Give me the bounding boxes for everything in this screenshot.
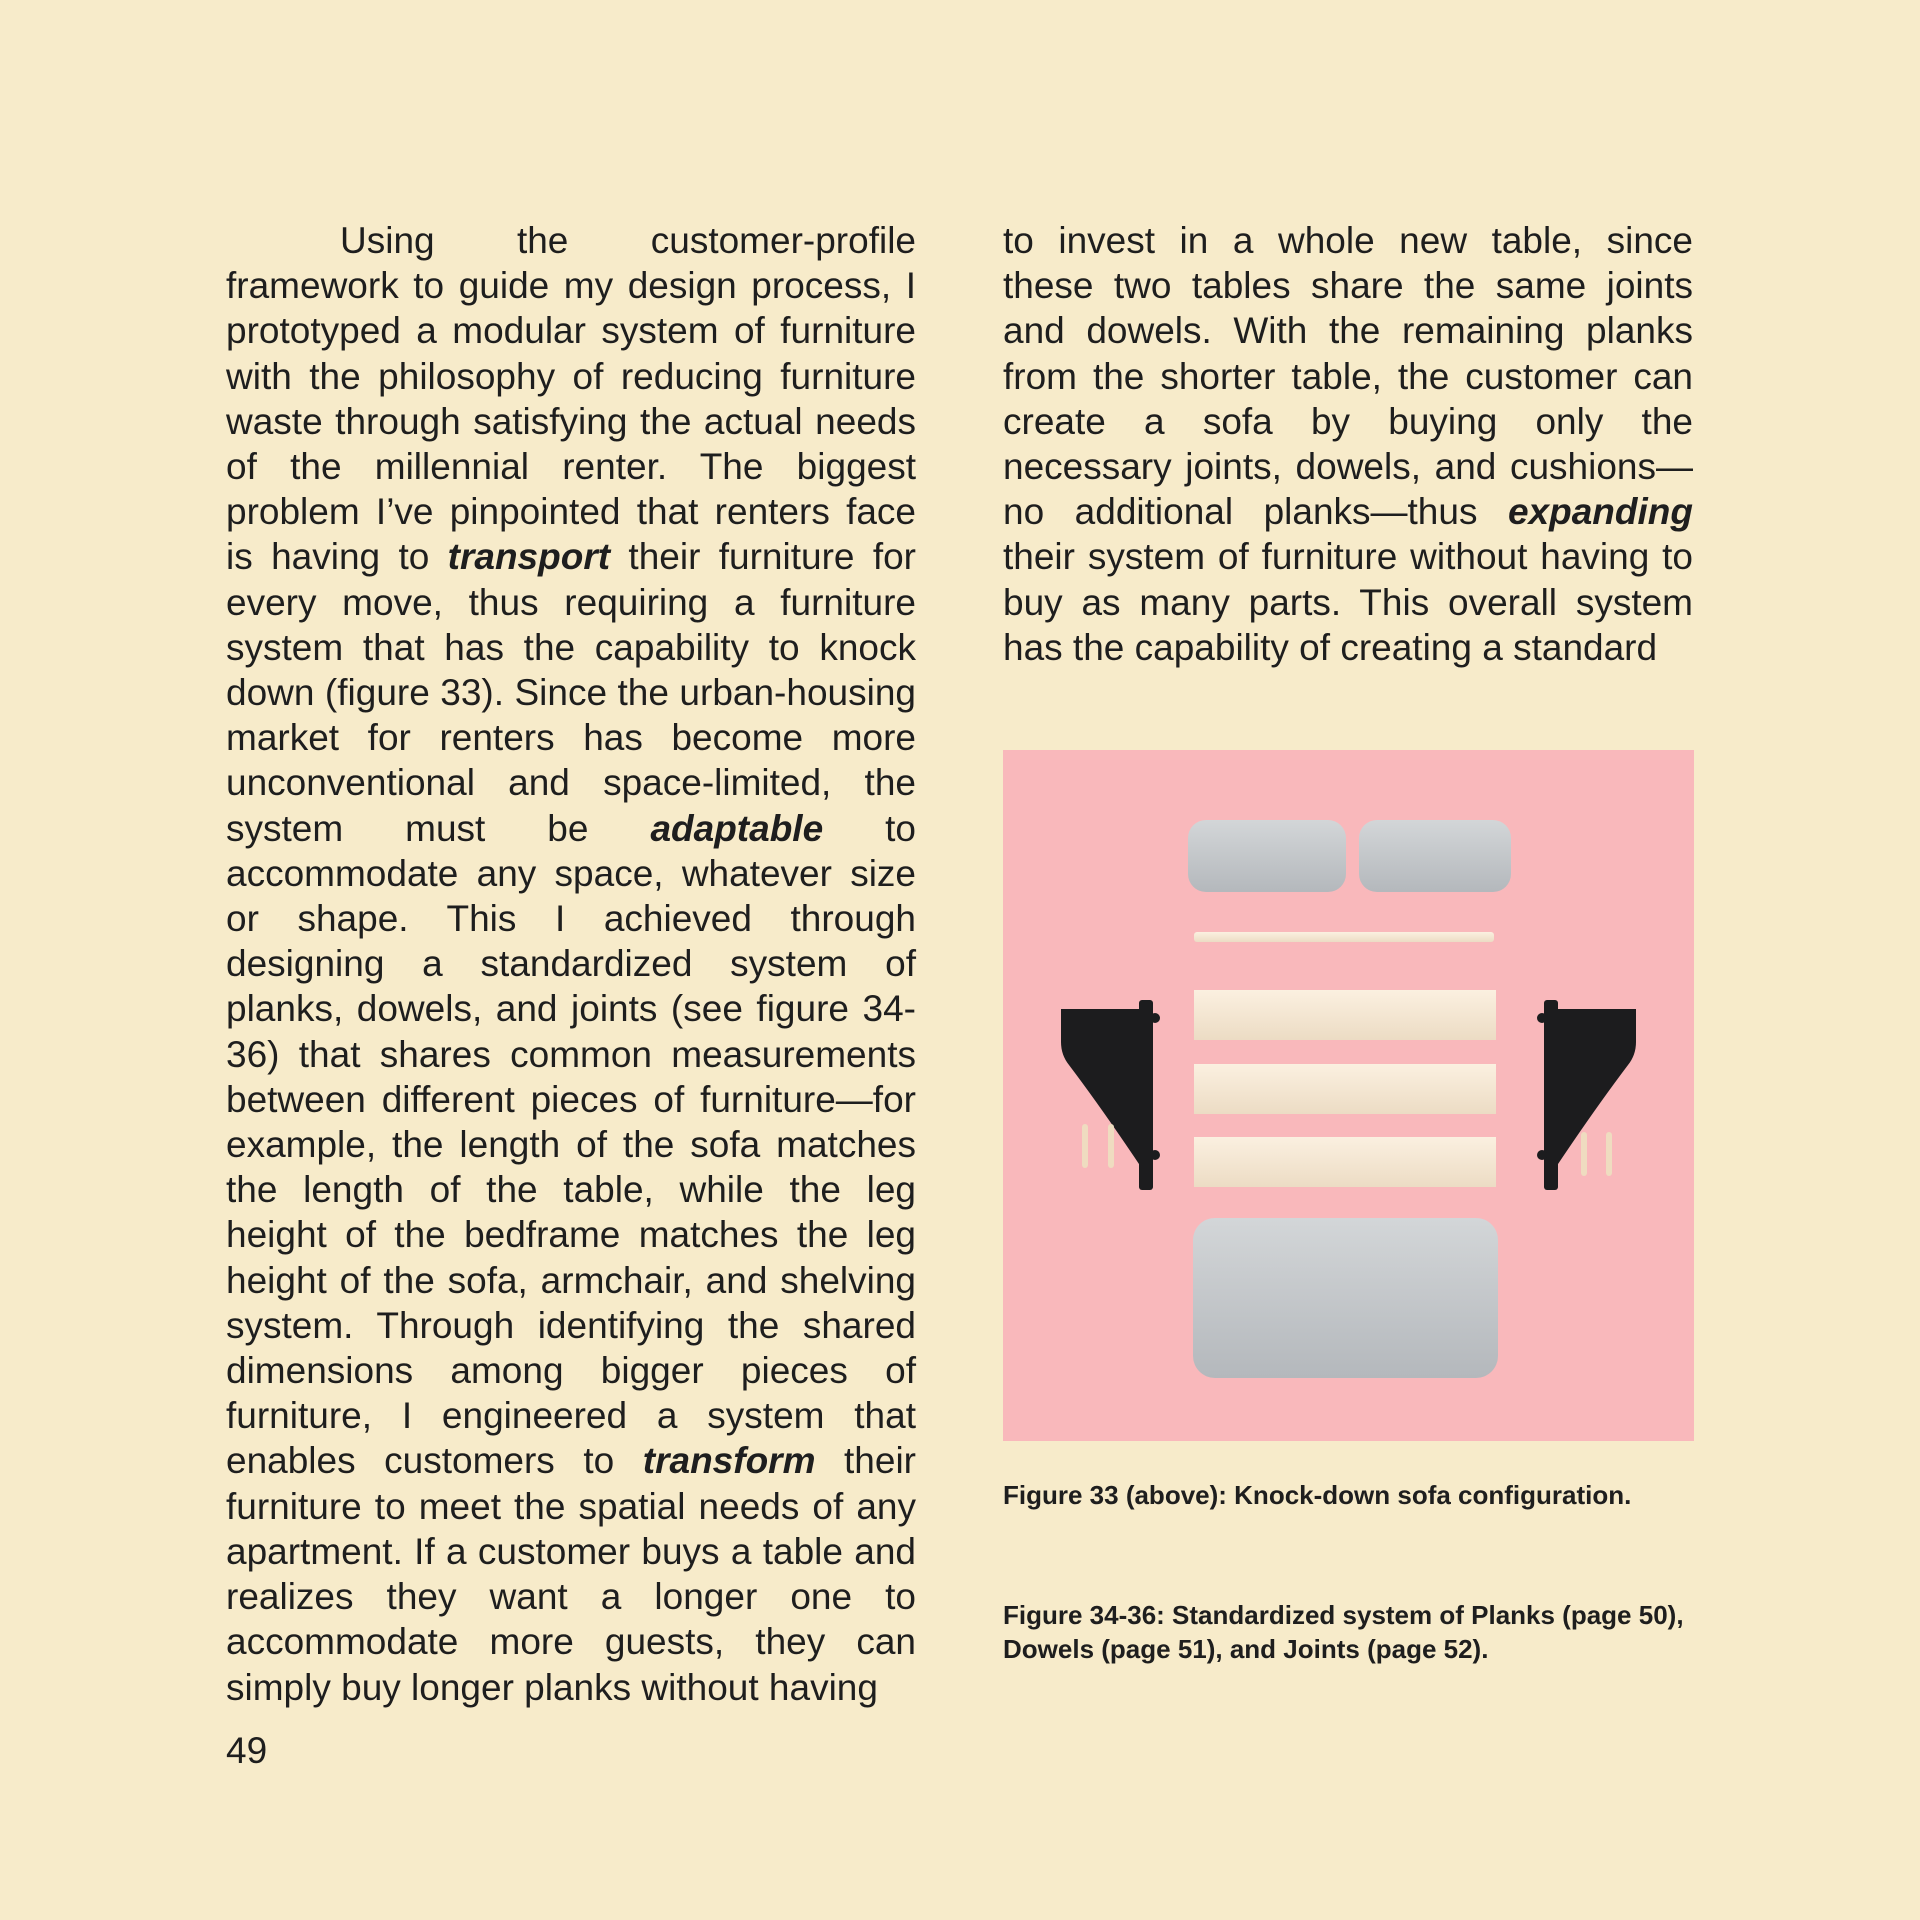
emphasized-word: adaptable xyxy=(650,807,824,849)
plank-3 xyxy=(1194,1137,1496,1187)
emphasized-word: expanding xyxy=(1507,491,1693,533)
page-number: 49 xyxy=(226,1730,268,1771)
small-cushion-left xyxy=(1188,820,1346,892)
small-dowel xyxy=(1581,1132,1587,1176)
small-dowel xyxy=(1606,1132,1612,1176)
emphasized-word: transform xyxy=(642,1440,816,1482)
large-cushion xyxy=(1193,1218,1498,1378)
body-text-left-column: Using the customer-profile framework to guide my design process, I prototyped a modular system of furniture with the philosophy of reducing furniture waste through satisfying the actual needs of the millennial renter. The biggest problem I’ve pinpointed that renters face is having to transport their furniture for every move, thus requiring a furniture system that has the capability to knock down (figure 33). Since the urban-housing market for renters has become more unconventional and space-limited, the system must be adaptable to accommodate any space, whatever size or shape. This I achieved through designing a standardized system of planks, dowels, and joints (see figure 34-36) that shares common measurements between different pieces of furniture—for example, the length of the sofa matches the length of the table, while the leg height of the bedframe matches the leg height of the sofa, armchair, and shelving system. Through identifying the shared dimensions among bigger pieces of furniture, I engineered a system that enables customers to transform their furniture to meet the spatial needs of any apartment. If a customer buys a table and realizes they want a longer one to accommodate more guests, they can simply buy longer planks without having xyxy=(226,220,917,1708)
plank-1 xyxy=(1194,990,1496,1040)
knock-down-sofa-illustration xyxy=(1003,750,1694,1441)
plank-2 xyxy=(1194,1064,1496,1114)
long-dowel xyxy=(1194,932,1494,942)
figure-34-36-caption: Figure 34-36: Standardized system of Planks (page 50), Dowels (page 51), and Joints (page 52). xyxy=(1003,1600,1684,1664)
body-text-right-column: to invest in a whole new table, since these two tables share the same joints and dowels. With the remaining planks from the shorter table, the customer can create a sofa by buying only the necessary joints, dowels, and cushions—no additional planks—thus expanding their system of furniture without having to buy as many parts. This overall system has the capability of creating a standard xyxy=(1003,220,1693,668)
small-dowel xyxy=(1082,1124,1088,1168)
small-cushion-right xyxy=(1359,820,1511,892)
emphasized-word: transport xyxy=(447,536,611,578)
small-dowel xyxy=(1108,1124,1114,1168)
figure-33-caption: Figure 33 (above): Knock-down sofa configuration. xyxy=(1003,1480,1632,1510)
figure-33-photo xyxy=(1003,750,1694,1441)
